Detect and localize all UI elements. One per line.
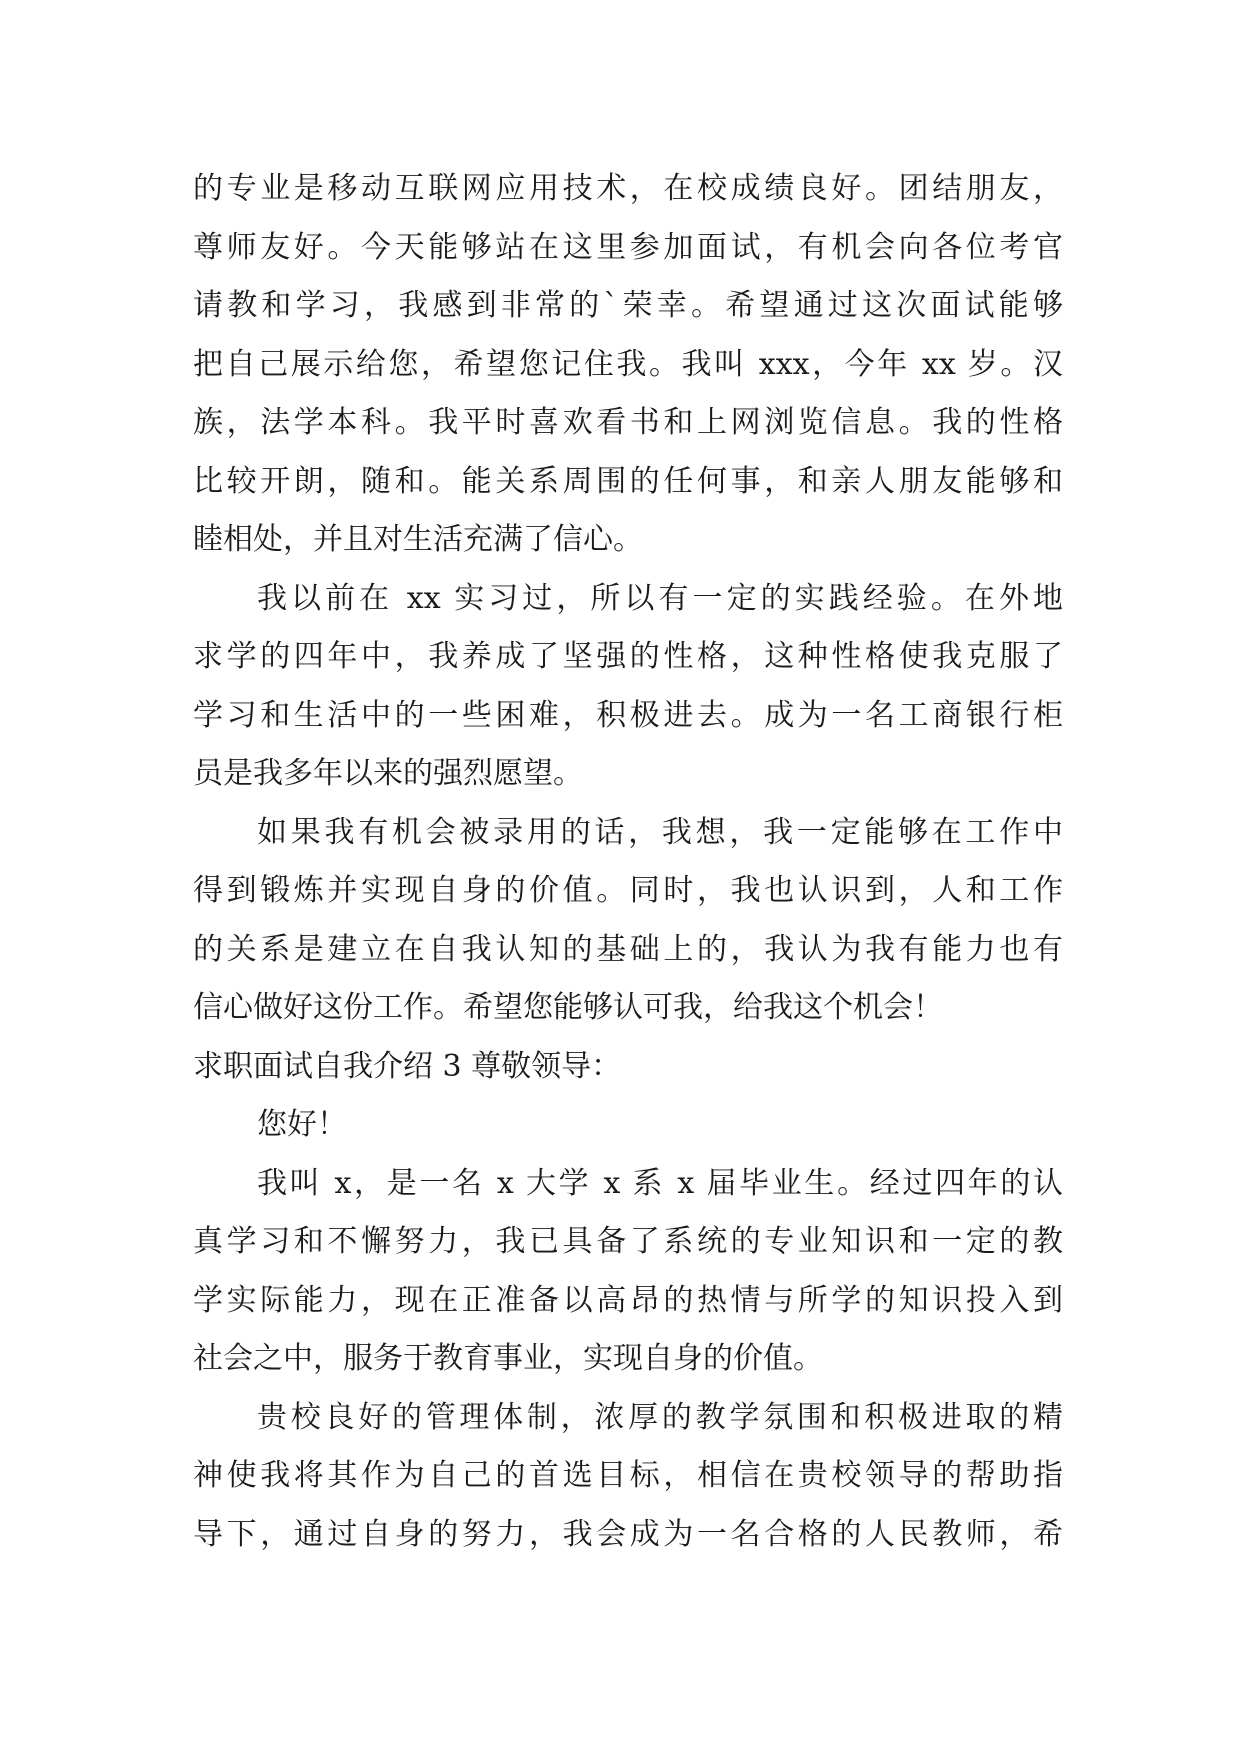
text-line: 导下，通过自身的努力，我会成为一名合格的人民教师，希 (193, 1516, 1063, 1552)
text-line: 比较开朗，随和。能关系周围的任何事，和亲人朋友能够和 (193, 463, 1063, 499)
text-line: 贵校良好的管理体制，浓厚的教学氛围和积极进取的精 (257, 1399, 1063, 1435)
text-line: 求学的四年中，我养成了坚强的性格，这种性格使我克服了 (193, 639, 1063, 674)
text-line: 把自己展示给您，希望您记住我。我叫 xxx，今年 xx 岁。汉 (193, 346, 1063, 382)
document-body (193, 160, 1063, 1564)
text-line: 的关系是建立在自我认知的基础上的，我认为我有能力也有 (193, 931, 1063, 967)
text-line: 族，法学本科。我平时喜欢看书和上网浏览信息。我的性格 (193, 405, 1063, 440)
text-line: 我以前在 xx 实习过，所以有一定的实践经验。在外地 (257, 580, 1063, 616)
text-line: 请教和学习，我感到非常的`荣幸。希望通过这次面试能够 (193, 288, 1063, 323)
text-line: 神使我将其作为自己的首选目标，相信在贵校领导的帮助指 (193, 1458, 1063, 1493)
greeting-line: 您好！ (257, 1107, 347, 1142)
text-line: 尊师友好。今天能够站在这里参加面试，有机会向各位考官 (193, 229, 1063, 265)
text-line: 得到锻炼并实现自身的价值。同时，我也认识到，人和工作 (193, 873, 1063, 908)
text-line: 真学习和不懈努力，我已具备了系统的专业知识和一定的教 (193, 1224, 1063, 1259)
text-line: 睦相处，并且对生活充满了信心。 (193, 522, 643, 557)
text-line: 信心做好这份工作。希望您能够认可我，给我这个机会！ (193, 990, 943, 1025)
text-line: 如果我有机会被录用的话，我想，我一定能够在工作中 (257, 814, 1063, 850)
section-heading: 求职面试自我介绍 3 尊敬领导： (193, 1048, 622, 1084)
text-line: 社会之中，服务于教育事业，实现自身的价值。 (193, 1341, 823, 1376)
text-line: 的专业是移动互联网应用技术，在校成绩良好。团结朋友， (193, 171, 1063, 206)
text-line: 学习和生活中的一些困难，积极进去。成为一名工商银行柜 (193, 697, 1063, 733)
text-line: 我叫 x，是一名 x 大学 x 系 x 届毕业生。经过四年的认 (257, 1165, 1063, 1201)
text-line: 员是我多年以来的强烈愿望。 (193, 756, 583, 791)
text-line: 学实际能力，现在正准备以高昂的热情与所学的知识投入到 (193, 1282, 1063, 1318)
